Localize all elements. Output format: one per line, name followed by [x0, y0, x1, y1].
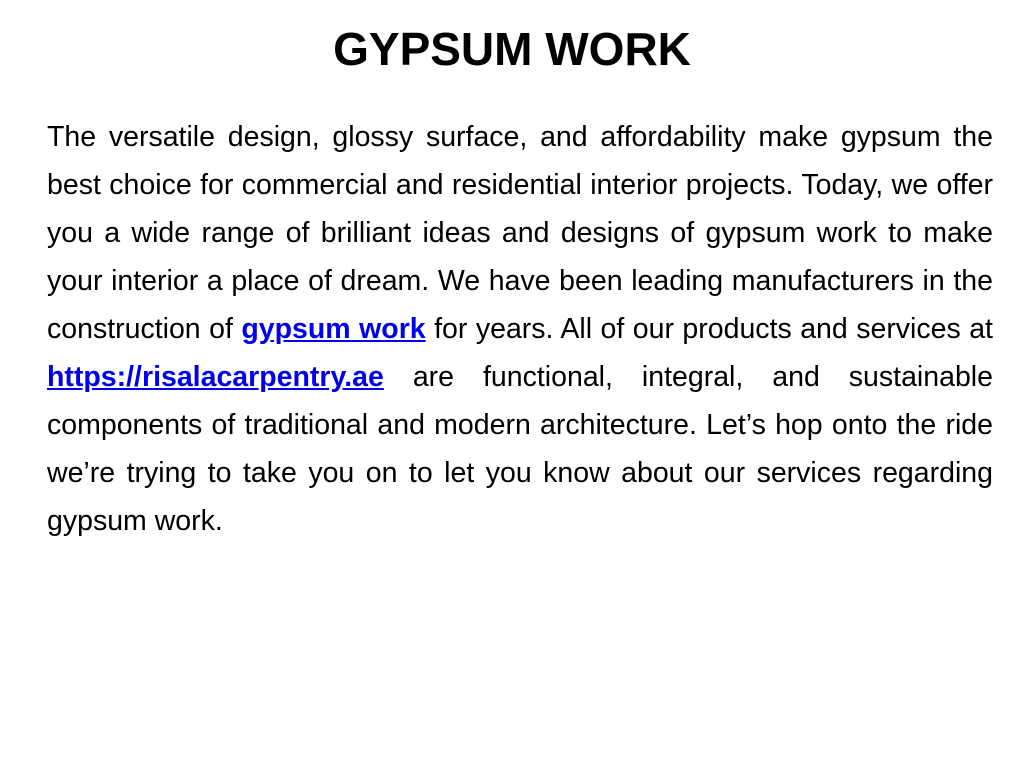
page-title: GYPSUM WORK — [333, 23, 691, 75]
gypsum-work-link[interactable]: gypsum work — [241, 313, 426, 345]
body-paragraph — [47, 113, 993, 545]
website-link[interactable]: https://risalacarpentry.ae — [47, 361, 384, 393]
paragraph-text-1: The versatile design, glossy surface, and affordability make gypsum the best choice for commercial and residential interior projects. Today, we offer you a wide range of brilliant ideas and designs of gypsum work to make your interior a place of dream. We have been leading manufacturers in the construction of — [47, 121, 993, 345]
paragraph-text-2: for years. All of our products and services at — [425, 313, 993, 345]
paragraph-text-3: are functional, integral, and sustainable components of traditional and modern architecture. Let’s hop onto the ride we’re trying to take you on to let you know about our services regarding gypsum work. — [47, 361, 993, 537]
